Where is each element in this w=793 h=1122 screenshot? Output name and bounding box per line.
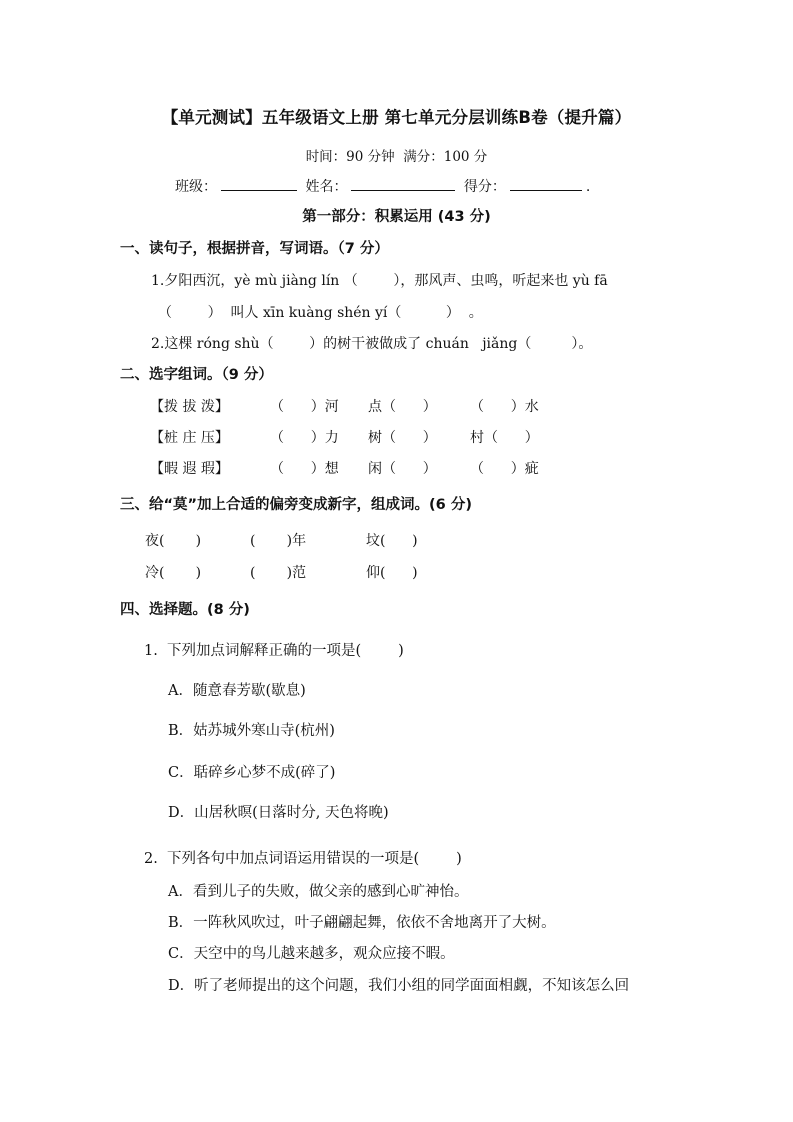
question-1-option-a[interactable]: A．随意春芳歇(歇息) <box>168 683 306 699</box>
name-label: 姓名： <box>305 179 348 195</box>
char-blank-3-3: （ ）疵 <box>470 461 539 477</box>
radical-1-1: 夜( ) <box>145 533 202 549</box>
char-blank-3-1: （ ）想 <box>270 461 339 477</box>
score-label: 得分： <box>463 179 506 195</box>
section1-line-1: 1.夕阳西沉，yè mù jiàng lín （ ），那风声、虫鸣，听起来也 yù fā <box>151 273 608 289</box>
section1-line-2: （ ） 叫人 xīn kuàng shén yí（ ） 。 <box>158 305 483 321</box>
part1-title: 第一部分：积累运用 (43 分) <box>302 209 491 225</box>
char-blank-3-2: 闲（ ） <box>368 461 437 477</box>
question-2-option-c[interactable]: C．天空中的鸟儿越来越多，观众应接不暇。 <box>168 946 455 962</box>
char-blank-2-2: 树（ ） <box>368 430 437 446</box>
char-blank-1-3: （ ）水 <box>470 399 539 415</box>
section4-heading: 四、选择题。(8 分) <box>120 602 250 618</box>
section3-heading: 三、给“莫”加上合适的偏旁变成新字，组成词。(6 分) <box>120 497 472 513</box>
question-1-option-d[interactable]: D．山居秋暝(日落时分, 天色将晚) <box>168 805 389 821</box>
class-label: 班级： <box>175 179 217 195</box>
question-1-stem: 1. 下列加点词解释正确的一项是( ) <box>144 643 404 659</box>
radical-2-3: 仰( ) <box>366 565 418 581</box>
student-info-row <box>175 176 590 196</box>
radical-1-3: 坟( ) <box>366 533 418 549</box>
exam-meta: 时间：90 分钟 满分：100 分 <box>305 149 488 165</box>
section2-heading: 二、选字组词。（9 分） <box>120 367 273 383</box>
section1-heading: 一、读句子，根据拼音，写词语。（7 分） <box>120 241 389 257</box>
question-1-option-b[interactable]: B．姑苏城外寒山寺(杭州) <box>168 723 335 739</box>
char-group-2: 【桩 庄 压】 <box>150 430 229 446</box>
char-blank-2-1: （ ）力 <box>270 430 339 446</box>
radical-2-2: ( )范 <box>250 565 307 581</box>
char-blank-2-3: 村（ ） <box>470 430 539 446</box>
char-blank-1-2: 点（ ） <box>368 399 437 415</box>
score-blank[interactable] <box>510 176 582 191</box>
question-2-option-b[interactable]: B．一阵秋风吹过，叶子翩翩起舞，依依不舍地离开了大树。 <box>168 915 556 931</box>
char-blank-1-1: （ ）河 <box>270 399 339 415</box>
radical-2-1: 冷( ) <box>145 565 202 581</box>
char-group-3: 【暇 遐 瑕】 <box>150 461 229 477</box>
class-blank[interactable] <box>221 176 297 191</box>
char-group-1: 【拨 拔 泼】 <box>150 399 229 415</box>
question-2-stem: 2. 下列各句中加点词语运用错误的一项是( ) <box>144 851 462 867</box>
question-2-option-d[interactable]: D．听了老师提出的这个问题，我们小组的同学面面相觑，不知该怎么回 <box>168 978 630 994</box>
radical-1-2: ( )年 <box>250 533 307 549</box>
question-1-option-c[interactable]: C．聒碎乡心梦不成(碎了) <box>168 765 336 781</box>
section1-line-3: 2.这棵 róng shù（ ）的树干被做成了 chuán jiǎng（ ）。 <box>151 336 593 352</box>
page-title: 【单元测试】五年级语文上册 第七单元分层训练B卷（提升篇） <box>161 108 632 127</box>
question-2-option-a[interactable]: A．看到儿子的失败，做父亲的感到心旷神怡。 <box>168 884 469 900</box>
end-dot: . <box>585 179 591 195</box>
name-blank[interactable] <box>351 176 455 191</box>
